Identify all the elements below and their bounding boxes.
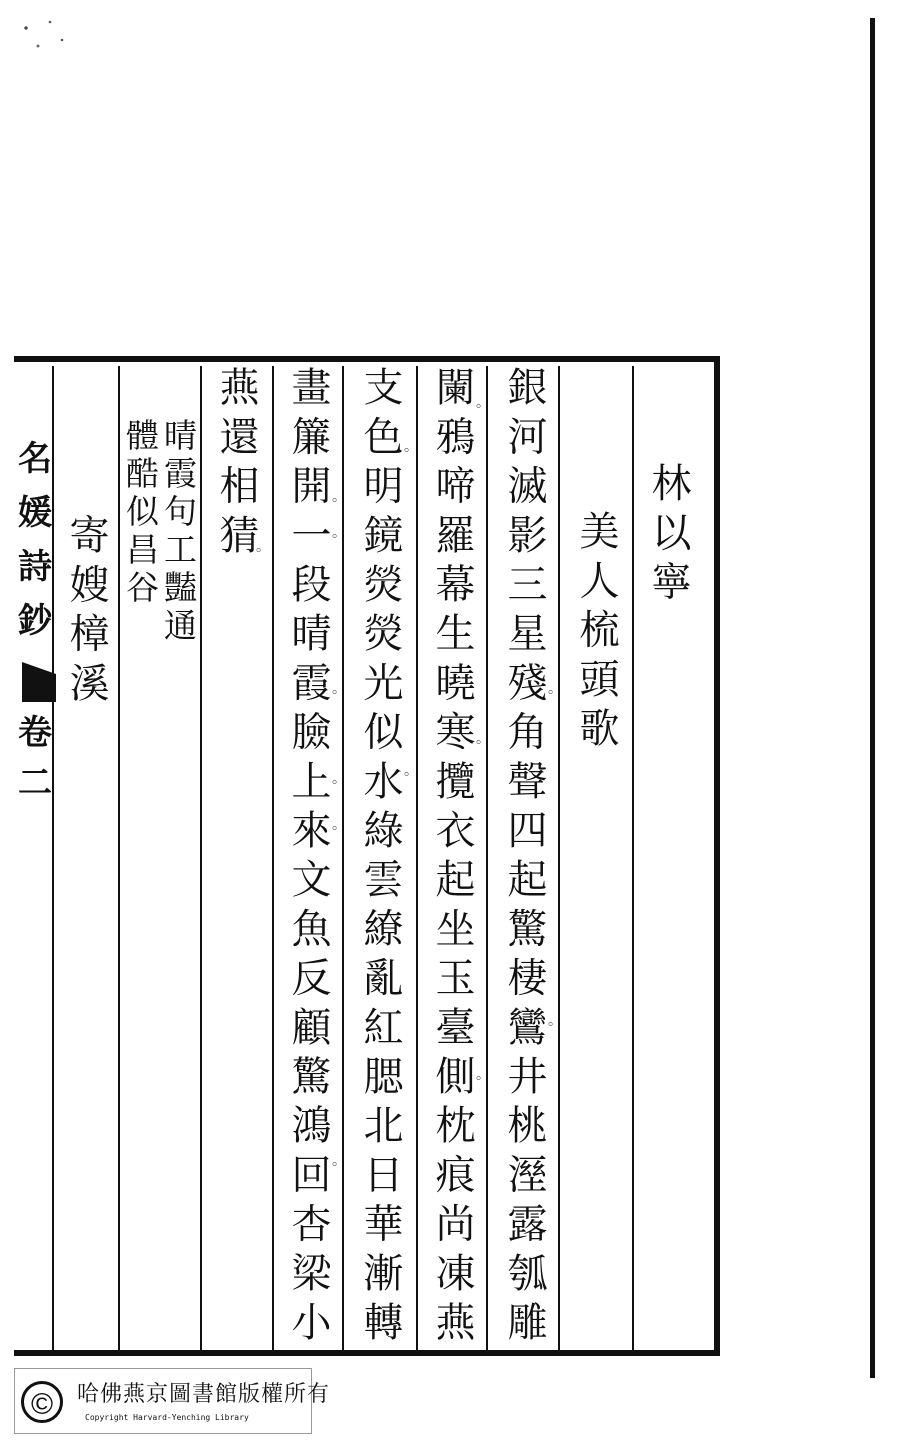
column-rule: [52, 366, 54, 1350]
column-rule: [200, 366, 202, 1350]
poem-line: 畫簾開一段晴霞臉上來文魚反顧驚鴻回杏梁小: [285, 366, 331, 1350]
column-rule: [632, 366, 634, 1350]
outer-margin-rule: [870, 18, 875, 1378]
poem-line: 銀河滅影三星殘角聲四起驚棲鸞井桃溼露瓠雕: [501, 366, 547, 1350]
punctuation-circle: 。: [404, 763, 418, 779]
punctuation-circle: 。: [332, 1153, 346, 1169]
spine-char: 二: [18, 763, 52, 803]
spine-char: 卷: [18, 713, 52, 753]
poem-title: 美人梳頭歌: [573, 510, 619, 756]
commentary-line: 晴霞句工豔通: [159, 418, 198, 646]
poem-line: 燕還相猜: [213, 366, 259, 563]
punctuation-circle: 。: [332, 817, 346, 833]
punctuation-circle: 。: [332, 771, 346, 787]
column-rule: [416, 366, 418, 1350]
poem-line: 支色明鏡熒熒光似水綠雲繚亂紅腮北日華漸轉: [357, 366, 403, 1350]
scan-speckle: [14, 10, 74, 70]
spine-char: 名: [18, 439, 52, 479]
commentary-line: 體酷似昌谷: [121, 418, 160, 608]
copyright-stamp: [14, 1368, 331, 1434]
column-rule: [486, 366, 488, 1350]
punctuation-circle: 。: [548, 1013, 562, 1029]
copyright-icon: ©: [21, 1381, 63, 1423]
spine-char: 詩: [18, 547, 52, 587]
next-poem-title: 寄嫂樟溪: [63, 514, 109, 711]
column-rule: [558, 366, 560, 1350]
punctuation-circle: 。: [476, 731, 490, 747]
author-name: 林以寧: [645, 462, 691, 610]
copyright-zh: 哈佛燕京圖書館版權所有: [77, 1382, 331, 1407]
punctuation-circle: 。: [476, 1067, 490, 1083]
punctuation-circle: 。: [256, 539, 270, 555]
copyright-en: Copyright Harvard-Yenching Library: [85, 1413, 249, 1422]
column-rule: [272, 366, 274, 1350]
punctuation-circle: 。: [332, 489, 346, 505]
punctuation-circle: 。: [404, 439, 418, 455]
punctuation-circle: 。: [548, 681, 562, 697]
punctuation-circle: 。: [332, 681, 346, 697]
punctuation-circle: 。: [476, 395, 490, 411]
spine-char: 媛: [18, 493, 52, 533]
spine-char: 鈔: [18, 601, 52, 641]
column-rule: [342, 366, 344, 1350]
punctuation-circle: 。: [332, 525, 346, 541]
poem-line: 闌鴉啼羅幕生曉寒攬衣起坐玉臺側枕痕尚凍燕: [429, 366, 475, 1350]
